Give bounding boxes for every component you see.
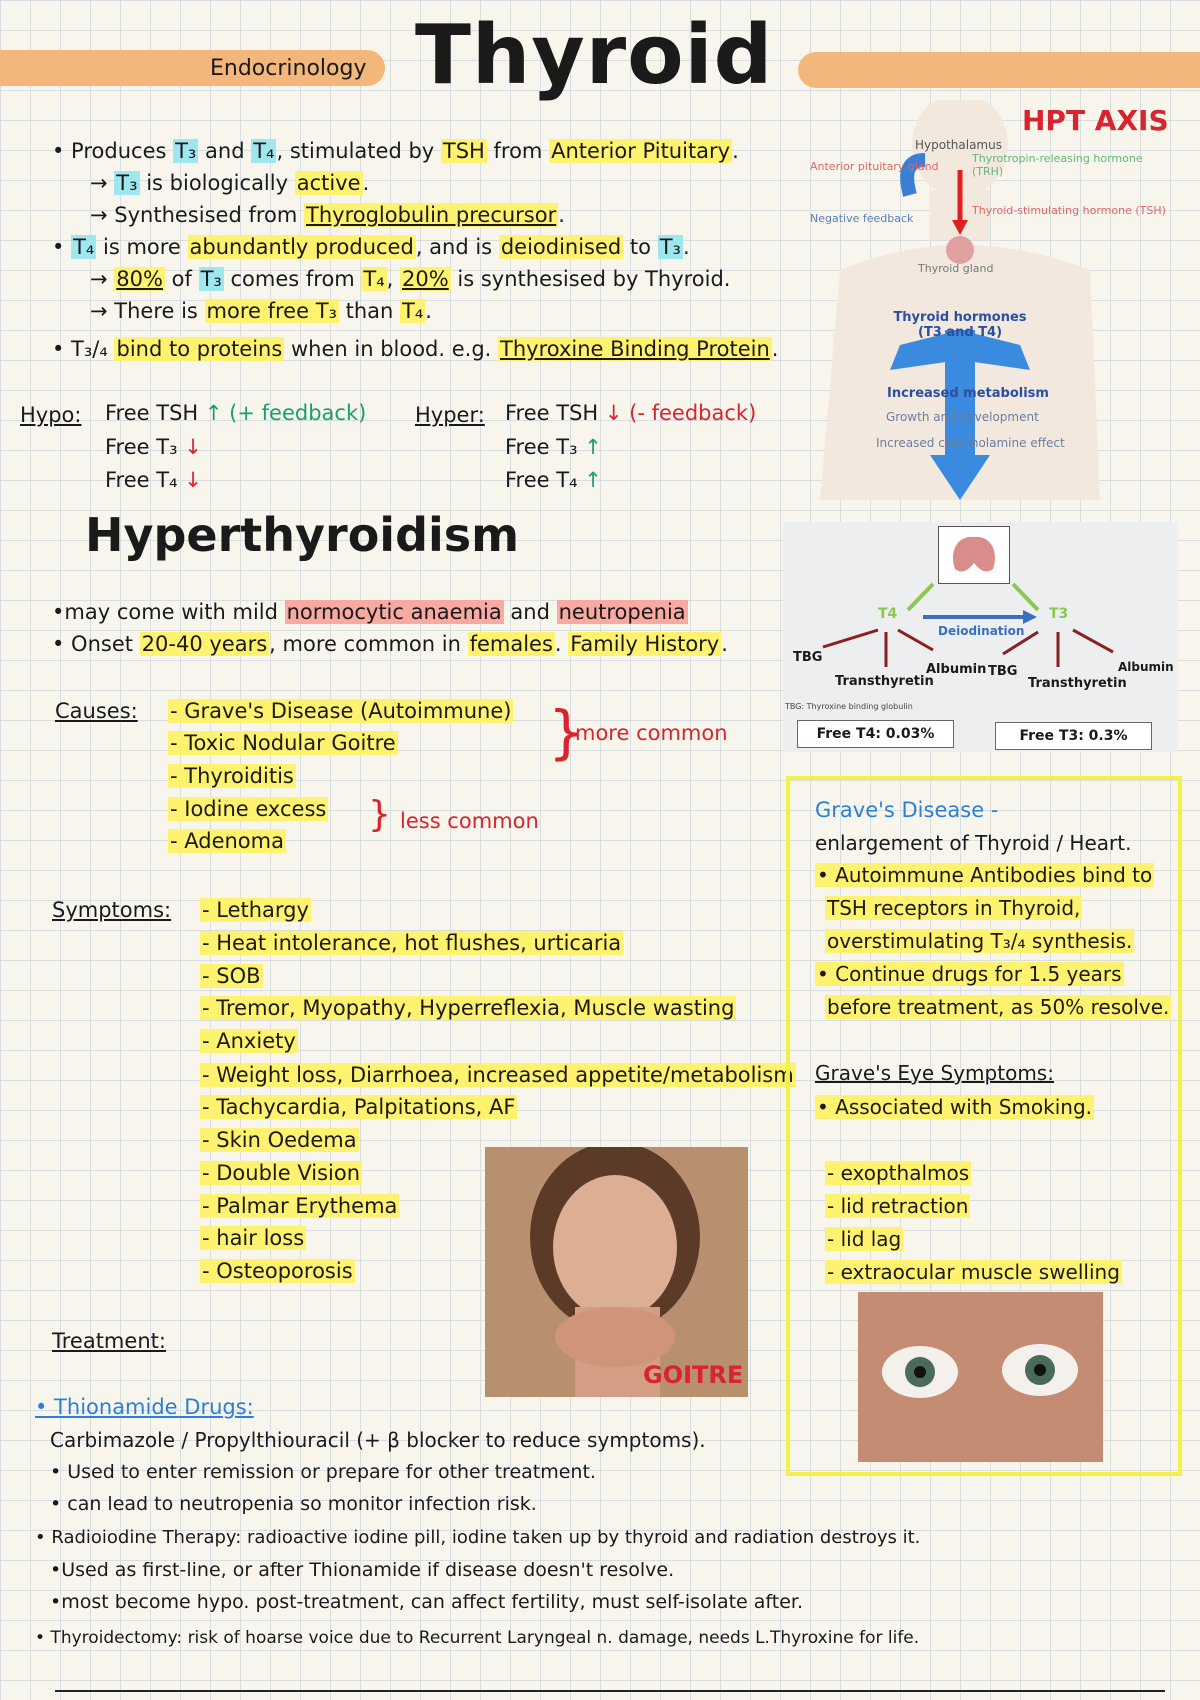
treatment-label: Treatment: bbox=[52, 1329, 166, 1353]
treatment-line: • Thyroidectomy: risk of hoarse voice due to Recurrent Laryngeal n. damage, needs L.Thyroxine for life. bbox=[35, 1628, 920, 1648]
cause-item: - Toxic Nodular Goitre bbox=[170, 731, 396, 755]
intro-line: → There is more free T₃ than T₄. bbox=[90, 299, 432, 323]
hpt-axis-diagram bbox=[800, 100, 1190, 500]
graves-line: • Autoimmune Antibodies bind to bbox=[817, 863, 1153, 887]
symptom-item: - Lethargy bbox=[202, 898, 309, 922]
graves-line: • Continue drugs for 1.5 years bbox=[817, 962, 1122, 986]
goitre-label: GOITRE bbox=[643, 1361, 744, 1389]
hpt-hypothalamus: Hypothalamus bbox=[915, 138, 1002, 152]
intro-line: → Synthesised from Thyroglobulin precursor. bbox=[90, 203, 565, 227]
hypo-row: Free TSH ↑ (+ feedback) bbox=[105, 401, 367, 425]
symptoms-label: Symptoms: bbox=[52, 898, 172, 922]
symptom-item: - Weight loss, Diarrhoea, increased appetite/metabolism bbox=[202, 1063, 794, 1087]
eye-symptoms-title: Grave's Eye Symptoms: bbox=[815, 1061, 1054, 1085]
t4-label: T4 bbox=[878, 606, 898, 622]
graves-line: before treatment, as 50% resolve. bbox=[827, 995, 1170, 1019]
symptom-item: - Double Vision bbox=[202, 1161, 361, 1185]
bottom-rule bbox=[55, 1690, 1165, 1692]
hyper-row: Free TSH ↓ (- feedback) bbox=[505, 401, 757, 425]
tbg-label: TBG bbox=[793, 650, 823, 665]
hpt-effect-2: Growth and development bbox=[886, 410, 1039, 424]
symptom-item: - Skin Oedema bbox=[202, 1128, 357, 1152]
eye-symptom: - lid lag bbox=[827, 1227, 902, 1251]
page-title: Thyroid bbox=[415, 8, 774, 103]
intro-line: → 80% of T₃ comes from T₄, 20% is synthesised by Thyroid. bbox=[90, 267, 731, 291]
treatment-line: • Used to enter remission or prepare for other treatment. bbox=[50, 1461, 596, 1483]
goitre-photo bbox=[485, 1147, 748, 1397]
cause-item: - Iodine excess bbox=[170, 797, 327, 821]
treatment-line: • Radioiodine Therapy: radioactive iodine pill, iodine taken up by thyroid and radiation destroys it. bbox=[35, 1527, 921, 1548]
note-line: •may come with mild normocytic anaemia and neutropenia bbox=[52, 600, 686, 624]
hyper-row: Free T₃ ↑ bbox=[505, 435, 602, 459]
graves-line: overstimulating T₃/₄ synthesis. bbox=[827, 929, 1133, 953]
note-line: • Onset 20-40 years, more common in females. Family History. bbox=[52, 632, 728, 656]
more-common-label: more common bbox=[575, 721, 728, 745]
intro-line: • T₃/₄ bind to proteins when in blood. e.g. Thyroxine Binding Protein. bbox=[52, 337, 779, 361]
symptom-item: - Palmar Erythema bbox=[202, 1194, 398, 1218]
brace: } bbox=[548, 698, 585, 766]
hpt-gland: Thyroid gland bbox=[918, 262, 994, 275]
treatment-line: • can lead to neutropenia so monitor infection risk. bbox=[50, 1493, 537, 1515]
transthyretin-label: Transthyretin bbox=[835, 674, 934, 689]
cause-item: - Adenoma bbox=[170, 829, 284, 853]
symptom-item: - Tremor, Myopathy, Hyperreflexia, Muscle wasting bbox=[202, 996, 735, 1020]
cause-item: - Thyroiditis bbox=[170, 764, 294, 788]
deiodination-label: Deiodination bbox=[938, 624, 1025, 638]
symptom-item: - hair loss bbox=[202, 1226, 305, 1250]
tbg-caption: TBG: Thyroxine binding globulin bbox=[785, 702, 913, 711]
hypo-label: Hypo: bbox=[20, 403, 82, 427]
eye-symptom: - lid retraction bbox=[827, 1194, 969, 1218]
section-heading: Hyperthyroidism bbox=[85, 508, 520, 562]
causes-label: Causes: bbox=[55, 699, 138, 723]
intro-line: • T₄ is more abundantly produced, and is deiodinised to T₃. bbox=[52, 235, 690, 259]
hpt-effect-1: Increased metabolism bbox=[887, 386, 1049, 401]
less-common-label: less common bbox=[400, 809, 539, 833]
hyper-label: Hyper: bbox=[415, 403, 485, 427]
hpt-negative-feedback: Negative feedback bbox=[810, 212, 914, 225]
brace: } bbox=[368, 794, 391, 835]
graves-title: Grave's Disease - bbox=[815, 798, 999, 822]
eye-photo bbox=[858, 1292, 1103, 1462]
eye-symptom: - exopthalmos bbox=[827, 1161, 970, 1185]
hpt-anterior: Anterior pituitary gland bbox=[810, 160, 939, 173]
hpt-hormones: Thyroid hormones (T3 and T4) bbox=[893, 310, 1027, 340]
hpt-trh: Thyrotropin-releasing hormone (TRH) bbox=[972, 152, 1143, 178]
subject-label: Endocrinology bbox=[210, 56, 367, 81]
free-t4-box: Free T4: 0.03% bbox=[797, 720, 954, 748]
tbg-label: TBG bbox=[988, 664, 1018, 679]
symptom-item: - Heat intolerance, hot flushes, urticaria bbox=[202, 931, 622, 955]
hpt-tsh: Thyroid-stimulating hormone (TSH) bbox=[972, 204, 1166, 217]
hpt-effect-3: Increased catecholamine effect bbox=[876, 436, 1065, 450]
symptom-item: - SOB bbox=[202, 964, 261, 988]
albumin-label: Albumin bbox=[926, 662, 987, 677]
treatment-line: •Used as first-line, or after Thionamide if disease doesn't resolve. bbox=[50, 1559, 675, 1581]
treatment-line: • Thionamide Drugs: bbox=[35, 1395, 254, 1419]
eye-symptom: - extraocular muscle swelling bbox=[827, 1260, 1120, 1284]
eye-assoc: • Associated with Smoking. bbox=[817, 1095, 1092, 1119]
hypo-row: Free T₄ ↓ bbox=[105, 468, 202, 492]
header-band-right bbox=[798, 52, 1200, 88]
symptom-item: - Anxiety bbox=[202, 1029, 296, 1053]
deiodination-diagram bbox=[783, 522, 1178, 752]
hpt-title: HPT AXIS bbox=[1022, 104, 1169, 137]
albumin-label: Albumin bbox=[1118, 660, 1174, 674]
graves-line: TSH receptors in Thyroid, bbox=[827, 896, 1081, 920]
treatment-line: •most become hypo. post-treatment, can affect fertility, must self-isolate after. bbox=[50, 1591, 804, 1613]
free-t3-box: Free T3: 0.3% bbox=[995, 722, 1152, 750]
hyper-row: Free T₄ ↑ bbox=[505, 468, 602, 492]
symptom-item: - Tachycardia, Palpitations, AF bbox=[202, 1095, 516, 1119]
intro-line: → T₃ is biologically active. bbox=[90, 171, 370, 195]
transthyretin-label: Transthyretin bbox=[1028, 676, 1127, 691]
symptom-item: - Osteoporosis bbox=[202, 1259, 353, 1283]
hypo-row: Free T₃ ↓ bbox=[105, 435, 202, 459]
graves-line: enlargement of Thyroid / Heart. bbox=[815, 831, 1132, 855]
treatment-line: Carbimazole / Propylthiouracil (+ β blocker to reduce symptoms). bbox=[50, 1428, 706, 1452]
cause-item: - Grave's Disease (Autoimmune) bbox=[170, 699, 512, 723]
intro-line: • Produces T₃ and T₄, stimulated by TSH from Anterior Pituitary. bbox=[52, 139, 739, 163]
t3-label: T3 bbox=[1049, 606, 1069, 622]
